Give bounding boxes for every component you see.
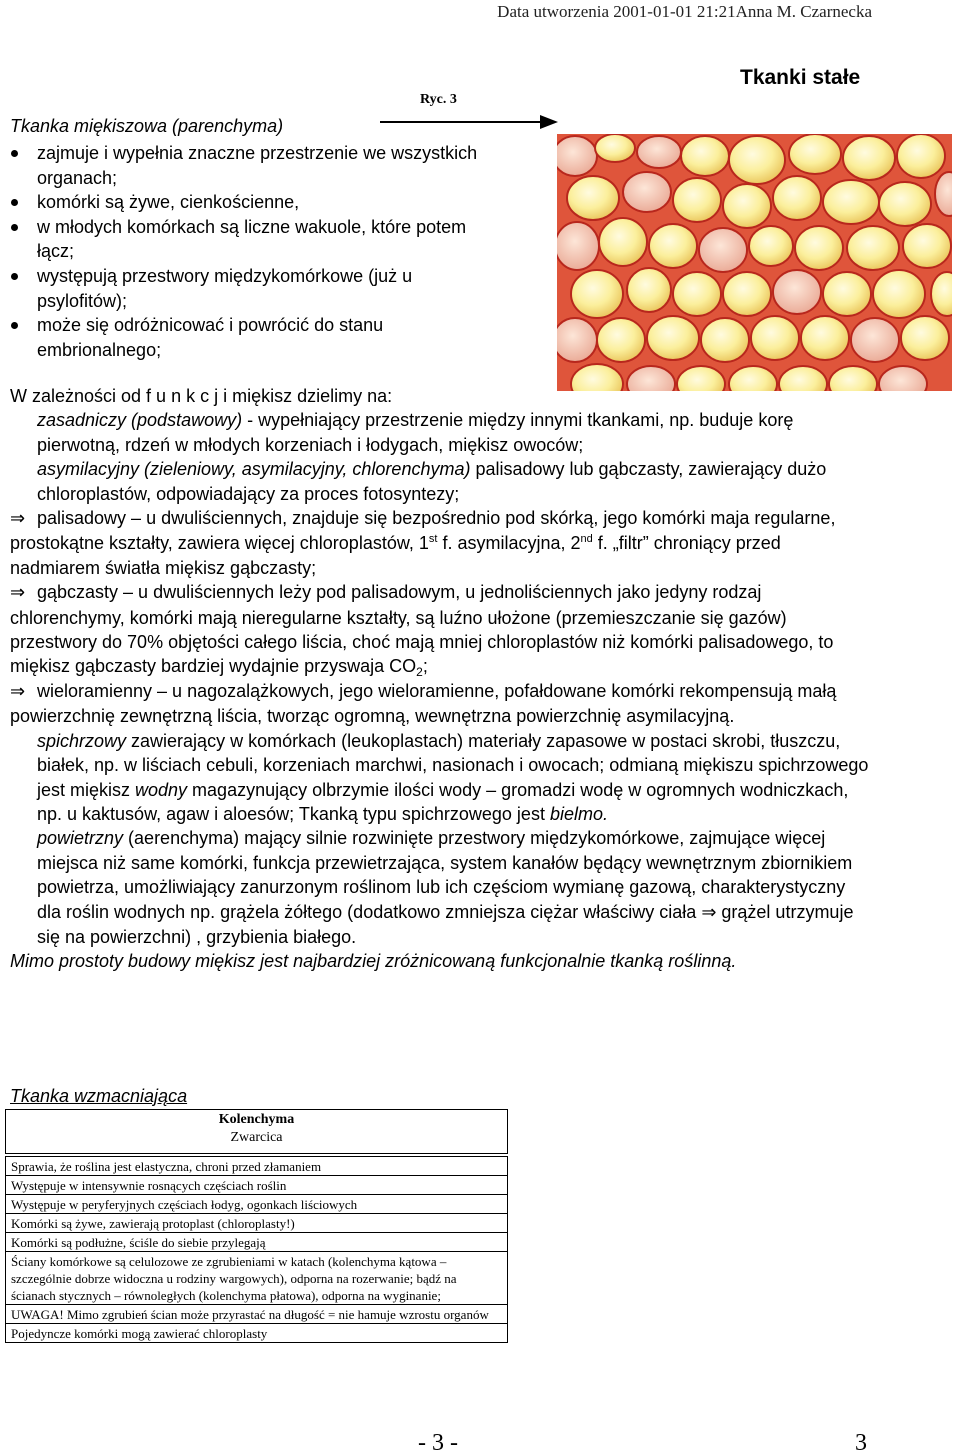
palisade-sup-1: st — [428, 533, 438, 546]
type-c-text-2: magazynujący olbrzymie ilości wody – gromadzi wodę w ogromnych wodniczkach, np. u kaktusów, agaw i aloesów; Tkanką typu spichrzowego jest — [37, 779, 849, 824]
armed-text: wieloramienny – u nagozalążkowych, jego wieloramienne, pofałdowane komórki rekompensują małą powierzchnię zewnętrzną liścia, tworząc ogromną, wewnętrzna powierzchnię asymilacyjną. — [10, 680, 837, 727]
collenchyma-table — [5, 1156, 508, 1343]
table-row: Występuje w peryferyjnych częściach łodyg, ogonkach liściowych — [6, 1195, 507, 1214]
palisade-sup-2: nd — [580, 533, 593, 546]
table-row: Ściany komórkowe są celulozowe ze zgrubieniami w katach (kolenchyma kątowa – szczególnie dobrze widoczna u rodziny wargowych), odporna na rozerwanie; bądź na ścianach stycznych – równoległych (kolenchyma płatowa), odporna na wyginanie; — [6, 1252, 507, 1305]
spongy-text-2: ; — [422, 656, 428, 677]
type-b-paragraph — [10, 457, 870, 506]
type-c-term-endosperm: bielmo. — [549, 803, 608, 824]
collenchyma-table-header — [5, 1109, 508, 1154]
bullet-item: zajmuje i wypełnia znaczne przestrzenie we wszystkich organach; — [10, 141, 500, 190]
type-b-term: asymilacyjny (zieleniowy, asymilacyjny, chlorenchyma) — [37, 459, 471, 480]
palisade-text-2: f. asymilacyjna, 2 — [437, 533, 581, 554]
type-c-term: spichrzowy — [37, 730, 127, 751]
palisade-text-1: palisadowy – u dwuliściennych, znajduje się bezpośrednio pod skórką, jego komórki maja regularne, prostokątne kształty, zawiera więcej chloroplastów, 1 — [10, 508, 836, 554]
type-c-term-water: wodny — [135, 779, 188, 800]
palisade-paragraph — [10, 506, 870, 580]
collenchyma-table-subtitle: Zwarcica — [230, 1130, 283, 1145]
bullet-item: komórki są żywe, cienkościenne, — [10, 190, 500, 215]
supporting-tissue-title: Tkanka wzmacniająca — [10, 1086, 188, 1106]
type-a-paragraph — [10, 408, 870, 457]
implies-arrow-icon: ⇒ — [10, 582, 26, 604]
type-d-term: powietrzny — [37, 828, 124, 849]
parenchyma-title: Tkanka miękiszowa (parenchyma) — [10, 116, 284, 136]
type-d-text-2: grążel utrzymuje się na powierzchni) , grzybienia białego. — [37, 901, 854, 947]
section-title: Tkanki stałe — [740, 66, 861, 89]
type-a-text: - wypełniający przestrzenie między innymi tkankami, np. buduje korę pierwotną, rdzeń w młodych korzeniach i łodygach, miękisz owoców; — [37, 410, 794, 455]
division-intro: W zależności od f u n k c j i miękisz dzielimy na: — [10, 386, 393, 406]
type-d-text-1: (aerenchyma) mający silnie rozwinięte przestwory międzykomórkowe, zajmujące więcej miejsca niż same komórki, funkcja przewietrzająca, system kanałów będący wewnętrznym zbiornikiem powietrza, umożliwiający zanurzonym roślinom lub ich częściom wymianę gazową, charakterystyczny dla roślin wodnych np. grążela żółtego (dodatkowo zmniejsza ciężar właściwy ciała — [37, 828, 853, 922]
spongy-sub: 2 — [416, 665, 423, 680]
figure-arrow-icon — [380, 114, 558, 130]
type-a-term: zasadniczy (podstawowy) — [37, 410, 243, 431]
type-c-paragraph — [10, 729, 870, 827]
table-row: Komórki są żywe, zawierają protoplast (chloroplasty!) — [6, 1214, 507, 1233]
spongy-text-1: gąbczasty – u dwuliściennych leży pod palisadowym, u jednoliściennych jako jedyny rodzaj chlorenchymy, komórki mają nieregularne kształty, są luźno ułożone (przemieszczanie się gazów) przestwory do 70% objętości całego liścia, choć mają mniej chloroplastów niż komórki palisadowego, to miękisz gąbczasty bardziej wydajnie przyswaja CO — [10, 582, 834, 677]
type-d-marker — [10, 826, 37, 850]
parenchyma-micrograph — [557, 134, 952, 391]
page-number-center: - 3 - — [418, 1430, 458, 1454]
bullet-item: w młodych komórkach są liczne wakuole, które potem łącz; — [10, 215, 500, 264]
table-row: Komórki są podłużne, ściśle do siebie przylegają — [6, 1233, 507, 1252]
parenchyma-body — [10, 384, 870, 974]
type-c-marker — [10, 729, 37, 753]
document-header-meta: Data utworzenia 2001-01-01 21:21Anna M. Czarnecka — [497, 2, 872, 21]
figure-label: Ryc. 3 — [420, 92, 457, 107]
implies-arrow-icon: ⇒ — [10, 508, 26, 530]
table-row: UWAGA! Mimo zgrubień ścian może przyrastać na długość = nie hamuje wzrostu organów — [6, 1305, 507, 1324]
table-row: Występuje w intensywnie rosnących częściach roślin — [6, 1176, 507, 1195]
spongy-paragraph — [10, 580, 870, 679]
type-c-text-1: zawierający w komórkach (leukoplastach) materiały zapasowe w postaci skrobi, tłuszczu, białek, np. w liściach cebuli, korzeniach marchwi, nasionach i owocach; odmianą miękiszu spichrzowego jest miękisz — [37, 730, 869, 800]
parenchyma-bullet-list — [10, 141, 500, 362]
implies-arrow-icon: ⇒ — [10, 680, 26, 702]
palisade-text-3: f. „filtr” chroniący przed nadmiarem światła miękisz gąbczasty; — [10, 533, 781, 578]
implies-arrow-icon: ⇒ — [701, 901, 717, 923]
bullet-item: występują przestwory międzykomórkowe (już u psylofitów); — [10, 264, 500, 313]
collenchyma-table-title: Kolenchyma — [218, 1112, 295, 1127]
type-b-text: palisadowy lub gąbczasty, zawierający dużo chloroplastów, odpowiadający za proces fotosyntezy; — [37, 459, 827, 504]
table-row: Pojedyncze komórki mogą zawierać chloroplasty — [6, 1324, 507, 1343]
bullet-item: może się odróżnicować i powrócić do stanu embrionalnego; — [10, 313, 500, 362]
type-d-paragraph — [10, 826, 870, 949]
type-a-marker — [10, 408, 37, 432]
table-row: Sprawia, że roślina jest elastyczna, chroni przed złamaniem — [6, 1157, 507, 1176]
summary-sentence: Mimo prostoty budowy miękisz jest najbardziej zróżnicowaną funkcjonalnie tkanką roślinną. — [10, 951, 737, 972]
page-number-right: 3 — [855, 1430, 867, 1454]
armed-paragraph — [10, 679, 870, 729]
type-b-marker — [10, 457, 37, 481]
